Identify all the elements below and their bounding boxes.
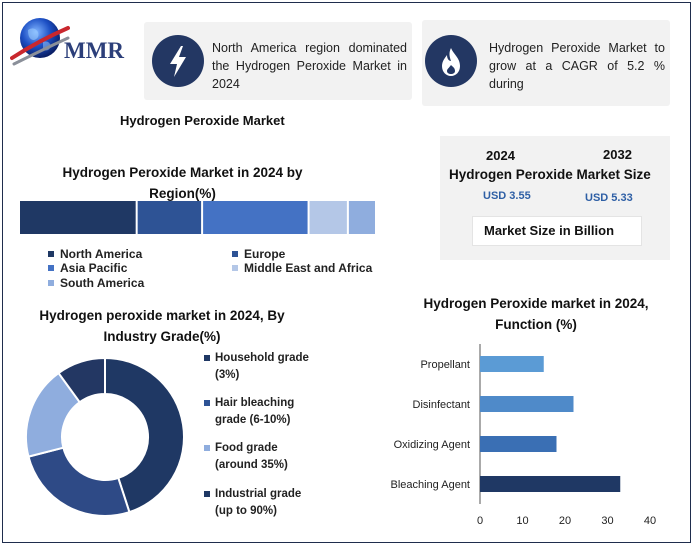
market-size-unit: Market Size in Billion bbox=[472, 216, 642, 246]
year-end: 2032 bbox=[603, 147, 632, 162]
legend-swatch bbox=[232, 265, 238, 271]
function-x-tick-label: 30 bbox=[601, 515, 614, 527]
legend-swatch bbox=[204, 445, 210, 451]
region-bar-segment-middle-east-and-africa bbox=[310, 201, 347, 234]
donut-slice-hair-bleaching-grade-6-10 bbox=[28, 448, 129, 516]
legend-swatch bbox=[204, 355, 210, 361]
function-x-tick-label: 0 bbox=[476, 515, 484, 527]
region-bar-segment-north-america bbox=[20, 201, 136, 234]
highlight-card-cagr bbox=[422, 20, 670, 106]
function-category-label: Propellant bbox=[420, 359, 470, 371]
legend-swatch bbox=[204, 400, 210, 406]
grade-legend-label: Household grade (3%) bbox=[215, 352, 309, 381]
grade-legend-item bbox=[215, 440, 315, 474]
legend-swatch bbox=[204, 491, 210, 497]
region-bar-segment-south-america bbox=[349, 201, 375, 234]
highlight-card-region bbox=[144, 22, 412, 100]
region-bar-segment-europe bbox=[138, 201, 201, 234]
function-bar-chart bbox=[370, 338, 670, 534]
region-bar-segment-asia-pacific bbox=[203, 201, 307, 234]
grade-legend-item bbox=[215, 395, 315, 429]
page-title: Hydrogen Peroxide Market bbox=[120, 113, 285, 128]
region-legend-label: Europe bbox=[244, 247, 286, 261]
market-size-card bbox=[440, 136, 670, 260]
value-start: USD 3.55 bbox=[483, 190, 531, 202]
function-category-label: Oxidizing Agent bbox=[393, 439, 470, 451]
mmr-logo bbox=[10, 14, 140, 70]
function-bar-propellant bbox=[480, 356, 544, 372]
grade-donut-chart bbox=[24, 356, 186, 518]
flame-icon bbox=[425, 35, 477, 87]
region-legend-item bbox=[232, 247, 285, 261]
function-x-tick-label: 20 bbox=[558, 515, 572, 527]
market-size-heading: Hydrogen Peroxide Market Size bbox=[449, 167, 651, 182]
region-stacked-bar bbox=[20, 201, 380, 237]
region-legend-item bbox=[48, 247, 142, 261]
function-x-tick-label: 40 bbox=[643, 515, 657, 527]
region-legend-label: South America bbox=[60, 276, 145, 290]
grade-chart-title: Hydrogen peroxide market in 2024, By Industry Grade(%) bbox=[39, 308, 285, 344]
function-chart-title: Hydrogen Peroxide market in 2024, Function (%) bbox=[423, 296, 649, 332]
grade-legend-label: Hair bleaching grade (6-10%) bbox=[215, 397, 295, 426]
region-chart-title: Hydrogen Peroxide Market in 2024 by Region(%) bbox=[62, 165, 303, 201]
legend-swatch bbox=[48, 280, 54, 286]
logo-text: MMR bbox=[64, 38, 125, 63]
function-bar-bleaching-agent bbox=[480, 476, 620, 492]
lightning-bolt-icon bbox=[152, 35, 204, 87]
legend-swatch bbox=[48, 265, 54, 271]
region-legend-label: Middle East and Africa bbox=[244, 261, 373, 275]
grade-legend-label: Industrial grade (up to 90%) bbox=[215, 488, 302, 517]
function-bar-oxidizing-agent bbox=[480, 436, 557, 452]
grade-legend-item bbox=[215, 486, 315, 520]
region-legend-item bbox=[48, 261, 127, 275]
region-legend-item bbox=[232, 261, 372, 275]
card-cagr-text: Hydrogen Peroxide Market to grow at a CAGR of 5.2 % during bbox=[489, 41, 665, 91]
card-region-text: North America region dominated the Hydrogen Peroxide Market in 2024 bbox=[212, 41, 407, 91]
year-start: 2024 bbox=[486, 148, 515, 163]
region-legend-label: Asia Pacific bbox=[60, 261, 128, 275]
legend-swatch bbox=[232, 251, 238, 257]
region-legend-label: North America bbox=[60, 247, 143, 261]
function-x-tick-label: 10 bbox=[516, 515, 529, 527]
grade-legend-item bbox=[215, 350, 315, 384]
legend-swatch bbox=[48, 251, 54, 257]
grade-legend-label: Food grade (around 35%) bbox=[215, 442, 288, 471]
function-category-label: Disinfectant bbox=[412, 399, 470, 411]
function-bar-disinfectant bbox=[480, 396, 574, 412]
value-end: USD 5.33 bbox=[585, 192, 633, 204]
globe-icon bbox=[10, 14, 70, 70]
function-category-label: Bleaching Agent bbox=[390, 479, 470, 491]
region-legend-item bbox=[48, 276, 144, 290]
